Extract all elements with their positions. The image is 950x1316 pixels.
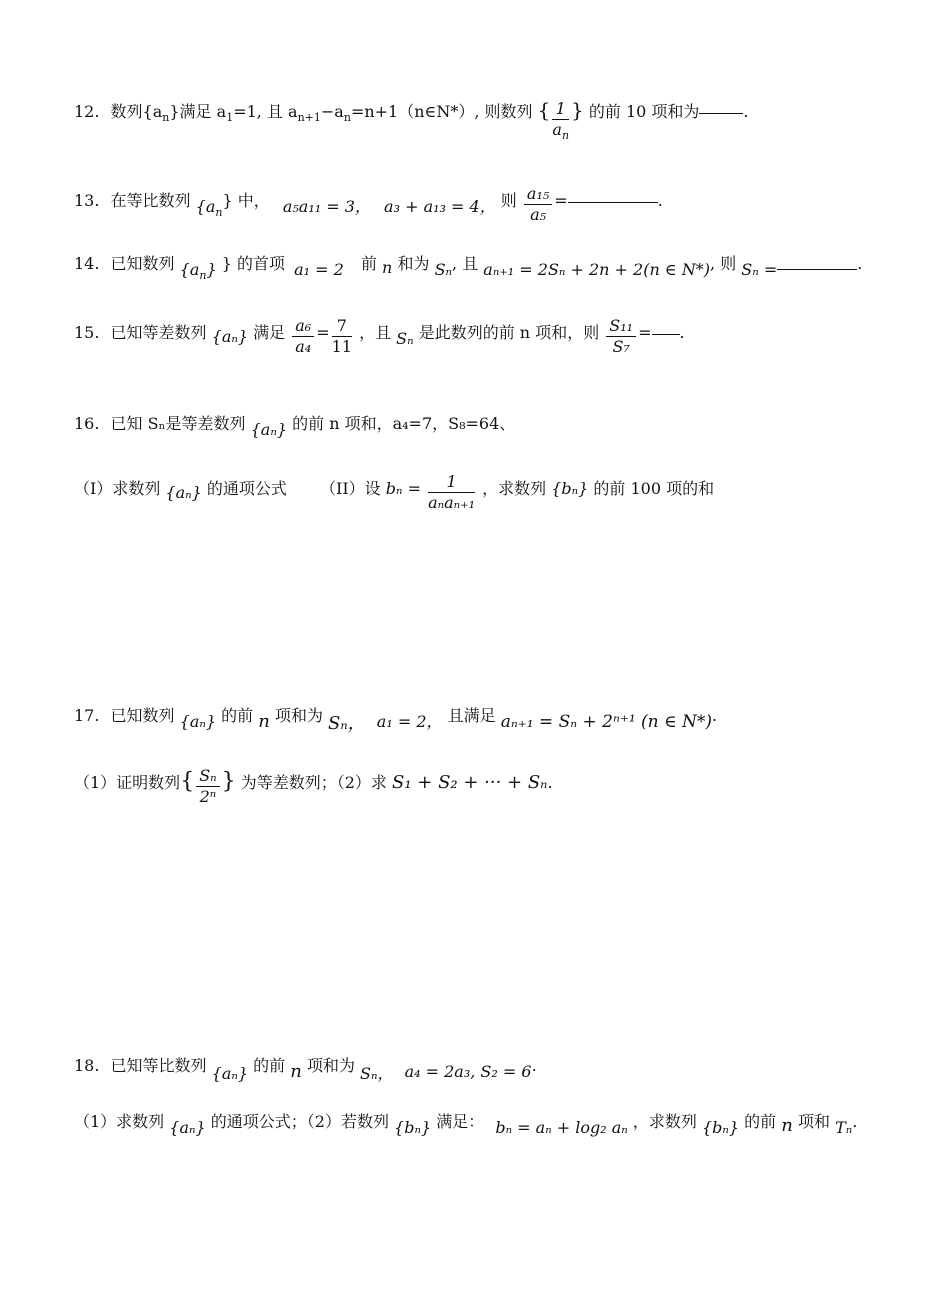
problem-18: [74, 1052, 537, 1083]
period: .: [679, 323, 685, 342]
problem-17-parts: （1）证明数列{ $\frac{\text{Sₙ}}{\text{2ⁿ}}$ } 为等差数列；（2）求 S₁ + S₂ + ··· + Sₙ.: [74, 766, 553, 806]
problem-text: 已知等比数列: [110, 1056, 207, 1075]
frac-denominator: 11: [331, 337, 352, 356]
period: .: [531, 1056, 537, 1075]
answer-blank[interactable]: [652, 333, 680, 335]
math-expr: aₙ₊₁ = Sₙ + 2ⁿ⁺¹ (n ∈ N*): [500, 712, 713, 732]
problem-text: } 的首项: [221, 254, 286, 273]
frac-numerator: Sₙ: [196, 766, 219, 787]
sequence-symbol: {aₙ}: [165, 483, 202, 502]
part-label: （I）求数列: [74, 479, 161, 498]
problem-12: 12. 数列$\{a_n\}$满足 $a_1=1$, 且 $a_{n+1}-a_n=n+1(n\in N*)$, 则数列 { $\frac{1}{a_n}$ } 的前 10 项和为 .: [74, 96, 749, 146]
math-S: Sₙ，: [328, 713, 366, 734]
sequence-symbol: [195, 197, 223, 220]
subscript: n+1: [297, 111, 321, 125]
problem-text: =1, 且 a: [233, 102, 298, 121]
problem-15: [74, 316, 685, 357]
fraction: [552, 99, 569, 146]
problem-text: 且满足: [447, 706, 496, 725]
math-n: n: [290, 1061, 302, 1082]
problem-text: 已知 Sₙ是等差数列: [110, 414, 246, 433]
problem-text: 为等差数列；（2）求: [240, 773, 387, 792]
math-n: n: [781, 1115, 793, 1136]
fraction: [606, 316, 636, 357]
math-n: n: [382, 258, 393, 277]
problem-text: 是此数列的前 n 项和，则: [418, 323, 600, 342]
math-S: Sₙ，: [360, 1064, 394, 1083]
math-expr: a₄ = 2a₃, S₂ = 6: [404, 1062, 532, 1081]
period: .: [657, 191, 663, 210]
problem-text: 的通项公式: [206, 479, 287, 498]
math-n: n: [258, 711, 270, 732]
sequence-symbol: {bₙ}: [701, 1118, 740, 1137]
problem-14: [74, 250, 862, 284]
sequence-symbol: {aₙ}: [169, 1118, 206, 1137]
subscript: n: [199, 269, 207, 283]
problem-text: −a: [320, 102, 344, 121]
frac-denominator: a₅: [530, 205, 547, 224]
equals: =: [316, 323, 330, 342]
answer-blank[interactable]: [699, 112, 743, 114]
problem-text: 的前 100 项的和: [593, 479, 715, 498]
sequence-symbol: {bₙ}: [551, 479, 589, 498]
problem-text: 已知等差数列: [110, 323, 207, 342]
math-expr: a₁ = 2，: [376, 712, 443, 731]
seq-a: {a: [195, 197, 216, 216]
frac-numerator: 7: [332, 316, 352, 337]
problem-text: ，且: [359, 323, 392, 342]
problem-text: 的前: [221, 706, 254, 725]
problem-text: 和为: [397, 254, 430, 273]
problem-18-parts: [74, 1108, 857, 1136]
math-expr: aₙ₊₁ = 2Sₙ + 2n + 2(n ∈ N*): [483, 260, 711, 279]
math-expr: bₙ = aₙ + log₂ aₙ: [495, 1118, 628, 1137]
problem-text: 前: [360, 254, 377, 273]
problem-text: 项和为: [306, 1056, 355, 1075]
subscript: n: [343, 111, 351, 125]
math-S: Sₙ: [396, 329, 414, 348]
sequence-symbol: {aₙ}: [211, 1064, 249, 1083]
fraction: [196, 766, 219, 807]
frac-numerator: 1: [552, 99, 569, 120]
problem-17: [74, 702, 718, 734]
frac-denominator: aₙaₙ₊₁: [428, 493, 475, 512]
problem-text: 项和: [797, 1112, 830, 1131]
frac-denominator: a₄: [295, 337, 312, 356]
math-expr: Sₙ =: [741, 260, 778, 279]
part-label: （1）求数列: [74, 1112, 165, 1131]
problem-text: 的通项公式；（2）若数列: [210, 1112, 389, 1131]
math-expr: a₃ + a₁₃ = 4，: [384, 197, 496, 216]
problem-text: ，求数列: [632, 1112, 697, 1131]
problem-16-parts: [74, 472, 714, 513]
period: .: [547, 773, 553, 792]
problem-number: 12.: [74, 102, 100, 121]
fraction: [428, 472, 475, 513]
subscript: 1: [226, 111, 234, 125]
problem-number: 18.: [74, 1056, 100, 1075]
math-expr: a₁ = 2: [294, 260, 344, 279]
sequence-symbol: {bₙ}: [394, 1118, 432, 1137]
frac-numerator: a₆: [292, 316, 314, 337]
frac-numerator: S₁₁: [606, 316, 636, 337]
answer-blank[interactable]: [568, 201, 658, 203]
problem-text: 的前 n 项和，a₄=7，S₈=64、: [292, 414, 516, 433]
frac-numerator: a₁₅: [524, 184, 552, 205]
problem-number: 17.: [74, 706, 100, 725]
problem-13: [74, 184, 663, 225]
problem-text: 项和为: [274, 706, 323, 725]
sequence-symbol: {aₙ}: [211, 327, 249, 346]
math-expr: S₁ + S₂ + ··· + Sₙ: [392, 772, 548, 793]
sequence-symbol: {aₙ}: [179, 712, 217, 731]
problem-text: 已知数列: [110, 706, 175, 725]
sequence-symbol: {aₙ}: [250, 420, 288, 439]
problem-text: 在等比数列: [110, 191, 191, 210]
problem-text: 的前 10 项和为: [588, 102, 700, 121]
problem-number: 13.: [74, 191, 100, 210]
answer-blank[interactable]: [777, 268, 857, 270]
problem-number: 14.: [74, 254, 100, 273]
period: .: [857, 254, 863, 273]
frac-denominator: a: [552, 120, 562, 139]
equals: =: [554, 191, 568, 210]
math-expr: bₙ =: [385, 479, 421, 498]
math-S: Sₙ: [434, 260, 453, 279]
problem-number: 15.: [74, 323, 100, 342]
frac-denominator: S₇: [612, 337, 630, 356]
problem-text: 的前: [744, 1112, 777, 1131]
fraction: [524, 184, 552, 225]
fraction: [292, 316, 314, 357]
period: .: [712, 706, 718, 725]
equals: =: [638, 323, 652, 342]
problem-text: 则: [500, 191, 517, 210]
seq-a: {a: [179, 260, 200, 279]
period: .: [852, 1112, 858, 1131]
problem-text: }满足 a: [169, 102, 227, 121]
part-label: （II）设: [320, 479, 381, 498]
problem-text: ，求数列: [482, 479, 547, 498]
subscript: n: [162, 111, 170, 125]
problem-number: 16.: [74, 414, 100, 433]
part-label: （1）证明数列: [74, 773, 181, 792]
frac-denominator: 2ⁿ: [199, 787, 217, 806]
fraction: [332, 316, 352, 357]
subscript: n: [215, 206, 223, 220]
problem-text: , 且: [452, 254, 479, 273]
problem-text: =n+1（n∈N*）, 则数列: [350, 102, 533, 121]
problem-16: [74, 410, 515, 438]
sequence-symbol: $\{a_n\}$: [179, 260, 217, 283]
period: .: [743, 102, 749, 121]
problem-text: } 中，: [222, 191, 270, 210]
problem-text: 满足: [253, 323, 286, 342]
subscript: n: [561, 129, 570, 143]
frac-numerator: 1: [428, 472, 475, 493]
problem-text: , 则: [710, 254, 737, 273]
math-T: Tₙ: [835, 1118, 853, 1137]
problem-text: 数列{a: [110, 102, 163, 121]
math-expr: a₅a₁₁ = 3，: [282, 197, 371, 216]
problem-text: 满足：: [436, 1112, 485, 1131]
problem-text: 已知数列: [110, 254, 175, 273]
problem-text: 的前: [253, 1056, 286, 1075]
